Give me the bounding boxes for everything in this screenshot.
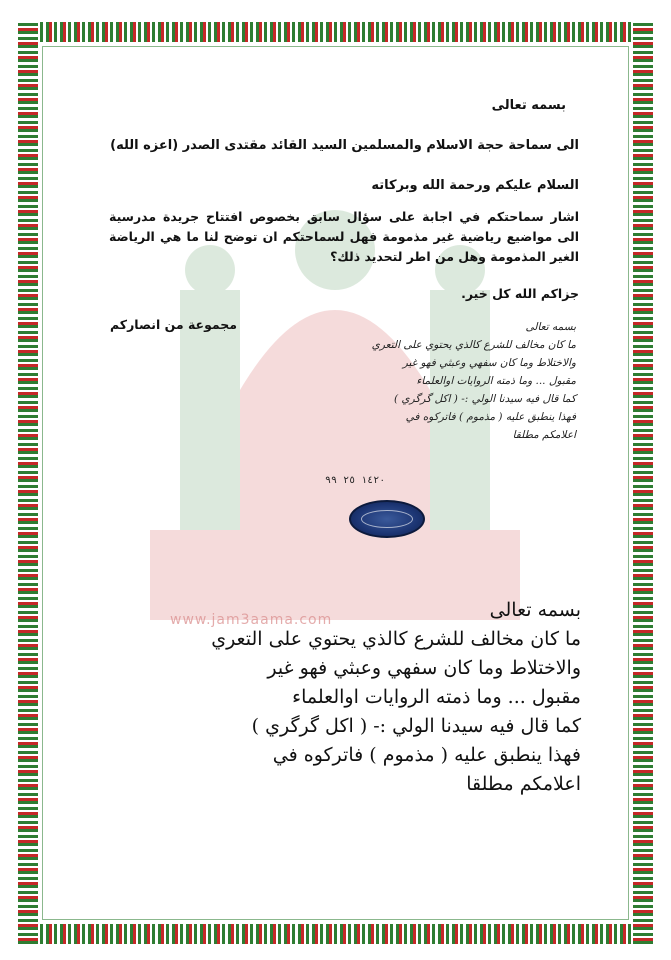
letter-basmala: بسمه تعالى xyxy=(491,98,566,113)
decorative-border-bottom xyxy=(18,924,653,944)
transcription-line: فهذا ينطبق عليه ( مذموم ) فاتركوه في xyxy=(272,744,581,766)
transcription-block xyxy=(211,596,581,799)
handwritten-line: كما قال فيه سيدنا الولي :- ( اكل گرگري ) xyxy=(393,393,576,405)
letter-greeting: السلام عليكم ورحمة الله وبركاته xyxy=(371,178,579,193)
letter-question: اشار سماحتكم في اجابة على سؤال سابق بخصوص افتتاح جريدة مدرسية الى مواضيع رياضية غير مذمومة فهل لسماحتكم ان توضح لنا ما هي الرياضة الغير المذمومة وهل من اطر لتحديد ذلك؟ xyxy=(109,209,579,264)
letter-addressee: الى سماحة حجة الاسلام والمسلمين السيد القائد مقتدى الصدر (اعزه الله) xyxy=(110,138,579,153)
transcription-line: اعلامكم مطلقا xyxy=(466,773,581,795)
handwritten-date: ١٤٢٠ ٢٥ ٩٩ xyxy=(325,475,386,486)
decorative-border-top xyxy=(18,22,653,42)
handwritten-line: بسمه تعالى xyxy=(525,321,576,333)
transcription-line: مقبول ... وما ذمته الروايات اوالعلماء xyxy=(292,686,581,708)
handwritten-line: مقبول ... وما ذمته الروايات اوالعلماء xyxy=(416,375,576,387)
handwritten-line: والاختلاط وما كان سفهي وعبثي فهو غير xyxy=(402,357,576,369)
transcription-line: كما قال فيه سيدنا الولي :- ( اكل گرگري ) xyxy=(251,715,581,737)
handwritten-line: اعلامكم مطلقا xyxy=(512,429,576,441)
transcription-line: ما كان مخالف للشرع كالذي يحتوي على التعري xyxy=(211,628,581,650)
letter-signature: مجموعة من انصاركم xyxy=(110,317,238,332)
watermark-url: www.jam3aama.com xyxy=(170,612,333,628)
handwritten-reply xyxy=(276,318,576,444)
letter-thanks: جزاكم الله كل خير. xyxy=(461,286,579,301)
decorative-border-right xyxy=(633,22,653,944)
official-seal-stamp xyxy=(349,500,425,538)
handwritten-line: فهذا ينطبق عليه ( مذموم ) فاتركوه في xyxy=(405,411,576,423)
handwritten-line: ما كان مخالف للشرع كالذي يحتوي على التعري xyxy=(371,339,576,351)
transcription-line: بسمه تعالى xyxy=(489,599,581,621)
transcription-line: والاختلاط وما كان سفهي وعبثي فهو غير xyxy=(267,657,581,679)
decorative-border-left xyxy=(18,22,38,944)
